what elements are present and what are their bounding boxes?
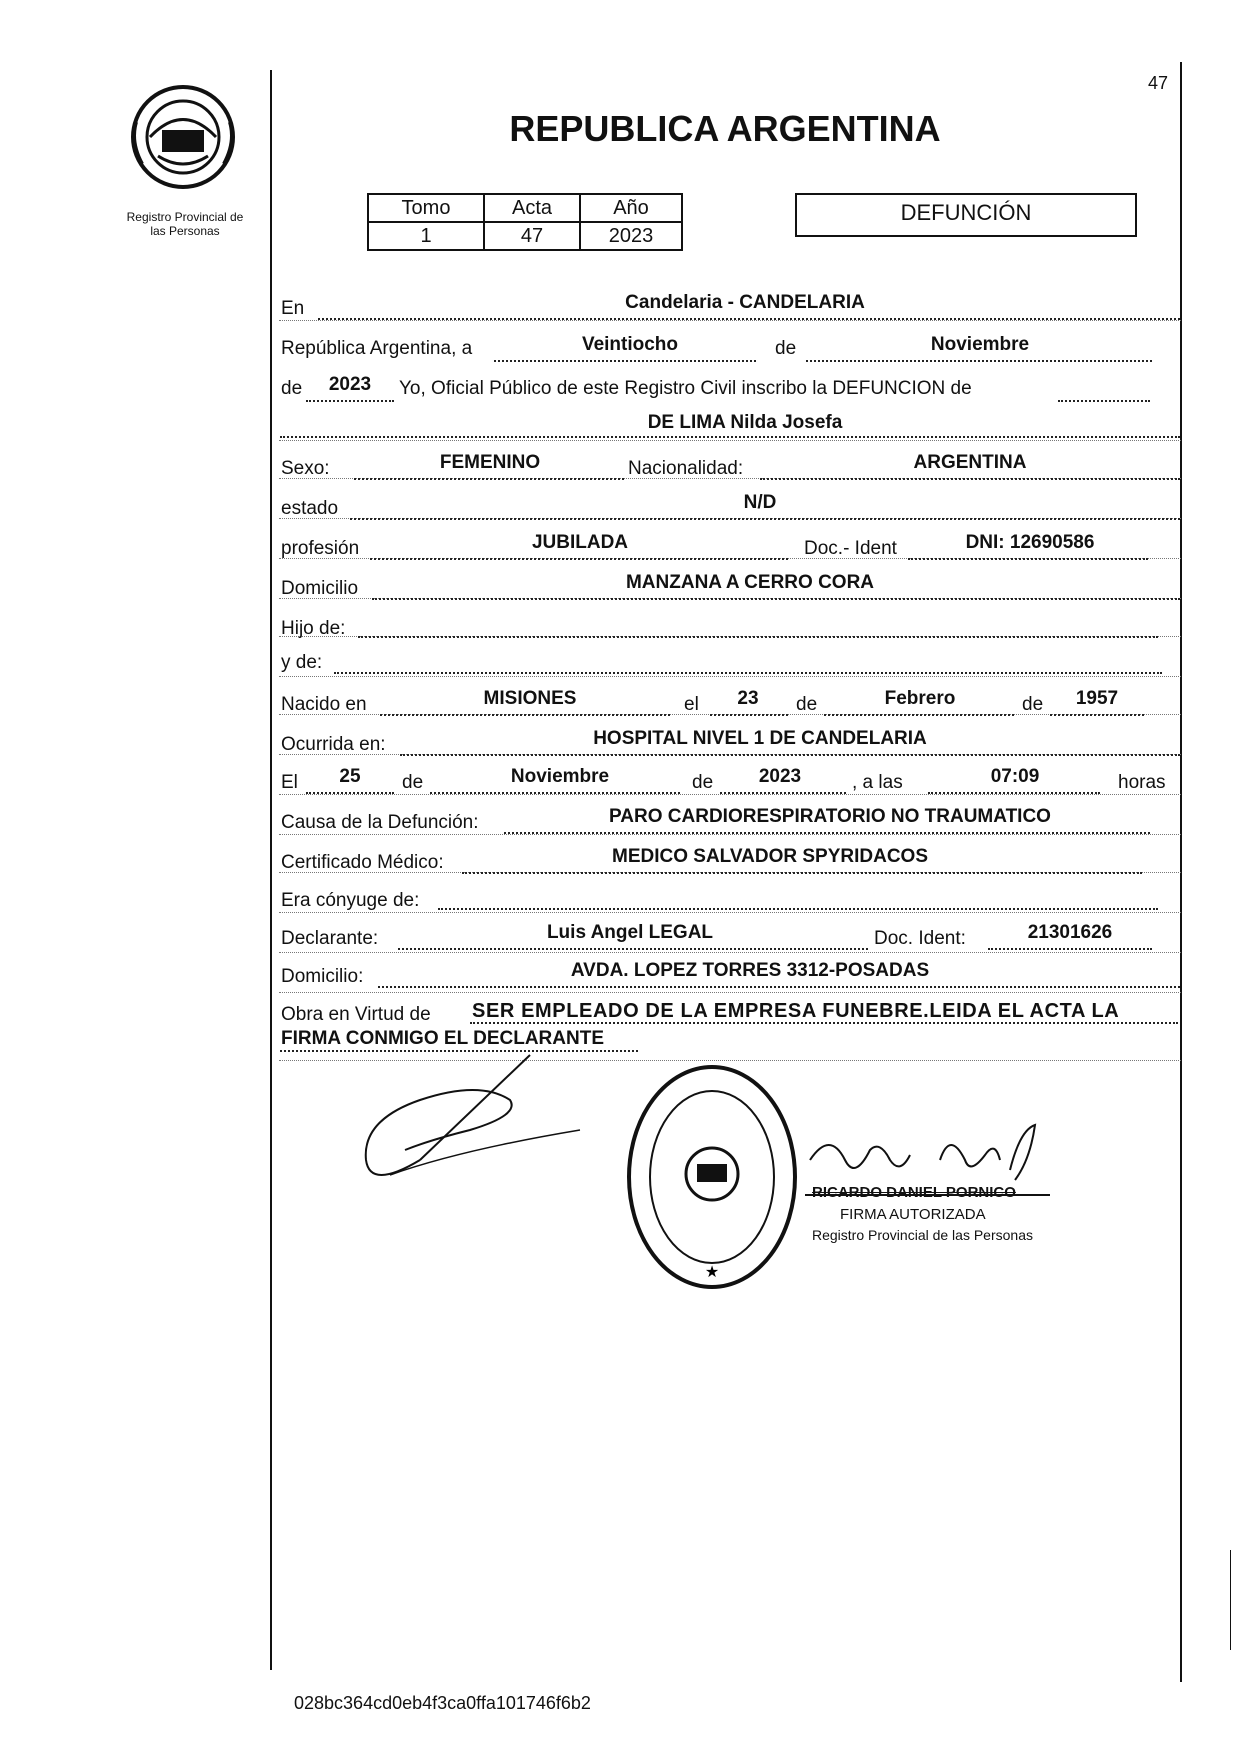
death-day-dotted-line bbox=[306, 792, 394, 794]
death-month: Noviembre bbox=[510, 766, 610, 787]
profesion-value: JUBILADA bbox=[531, 532, 629, 553]
name-dotted-line bbox=[280, 436, 1180, 438]
registry-caption-line2: las Personas bbox=[150, 224, 220, 238]
domicilio-dotted-line bbox=[372, 598, 1180, 600]
declarante-doc-label: Doc. Ident: bbox=[874, 928, 966, 949]
birth-day: 23 bbox=[737, 688, 759, 709]
official-stamp bbox=[625, 1062, 800, 1292]
declarante-value: Luis Angel LEGAL bbox=[546, 922, 714, 943]
official-role: FIRMA AUTORIZADA bbox=[840, 1206, 986, 1223]
el-label-2: El bbox=[281, 772, 298, 793]
official-registry: Registro Provincial de las Personas bbox=[812, 1227, 1033, 1243]
row-separator bbox=[279, 440, 1181, 441]
day-words-value: Veintiocho bbox=[581, 334, 679, 355]
el-label: el bbox=[684, 694, 699, 715]
domicilio2-value: AVDA. LOPEZ TORRES 3312-POSADAS bbox=[570, 960, 930, 981]
yo-dotted-line bbox=[1058, 400, 1150, 402]
act-type-box: DEFUNCIÓN bbox=[795, 193, 1137, 237]
anio-value: 2023 bbox=[580, 222, 682, 250]
death-month-dotted-line bbox=[430, 792, 680, 794]
month-dotted-line bbox=[806, 360, 1152, 362]
causa-dotted-line bbox=[504, 832, 1150, 834]
death-time-dotted-line bbox=[928, 792, 1100, 794]
declarant-signature bbox=[360, 1050, 600, 1210]
nacido-label: Nacido en bbox=[281, 694, 367, 715]
year-value: 2023 bbox=[328, 374, 372, 395]
yde-dotted-line bbox=[334, 672, 1162, 674]
declarante-doc-dotted-line bbox=[988, 948, 1152, 950]
nacido-value: MISIONES bbox=[483, 688, 577, 709]
nacido-dotted-line bbox=[380, 714, 670, 716]
birth-month-dotted-line bbox=[824, 714, 1014, 716]
obra-dotted-line bbox=[470, 1022, 1178, 1024]
yde-label: y de: bbox=[281, 652, 323, 673]
de-label-5: de bbox=[692, 772, 714, 793]
hijo-label: Hijo de: bbox=[281, 618, 346, 639]
horas-label: horas bbox=[1118, 772, 1166, 793]
domicilio-label: Domicilio bbox=[281, 578, 359, 599]
birth-day-dotted-line bbox=[710, 714, 788, 716]
obra-line1: SER EMPLEADO DE LA EMPRESA FUNEBRE.LEIDA EL ACTA LA bbox=[472, 1000, 1120, 1022]
yo-text: Yo, Oficial Público de este Registro Civil inscribo la DEFUNCION de bbox=[399, 378, 972, 399]
nacionalidad-dotted-line bbox=[760, 478, 1180, 480]
ocurrida-label: Ocurrida en: bbox=[281, 734, 386, 755]
reference-table bbox=[367, 193, 683, 251]
causa-value: PARO CARDIORESPIRATORIO NO TRAUMATICO bbox=[609, 806, 1051, 827]
obra-line2: FIRMA CONMIGO EL DECLARANTE bbox=[281, 1028, 604, 1049]
row-separator bbox=[279, 676, 1181, 677]
certificado-label: Certificado Médico: bbox=[281, 852, 444, 873]
nacionalidad-value: ARGENTINA bbox=[913, 452, 1027, 473]
death-day: 25 bbox=[339, 766, 361, 787]
birth-month: Febrero bbox=[884, 688, 956, 709]
domicilio2-label: Domicilio: bbox=[281, 966, 364, 987]
birth-year-dotted-line bbox=[1050, 714, 1144, 716]
nacionalidad-label: Nacionalidad: bbox=[628, 458, 744, 479]
row-separator bbox=[279, 320, 1181, 321]
svg-text:★: ★ bbox=[704, 1262, 720, 1281]
doc-dotted-line bbox=[908, 558, 1148, 560]
registry-caption bbox=[100, 210, 270, 238]
de-label: de bbox=[775, 338, 797, 359]
row-separator bbox=[279, 794, 1181, 795]
death-year-dotted-line bbox=[720, 792, 846, 794]
ocurrida-value: HOSPITAL NIVEL 1 DE CANDELARIA bbox=[593, 728, 927, 749]
anio-header: Año bbox=[580, 194, 682, 222]
en-value: Candelaria - CANDELARIA bbox=[625, 292, 865, 313]
acta-value: 47 bbox=[484, 222, 580, 250]
right-edge-mark bbox=[1230, 1550, 1231, 1650]
en-dotted-line bbox=[318, 318, 1180, 320]
obra-label: Obra en Virtud de bbox=[281, 1004, 431, 1025]
profesion-dotted-line bbox=[370, 558, 788, 560]
official-name: RICARDO DANIEL PORNICO bbox=[812, 1184, 1016, 1201]
row-separator bbox=[279, 912, 1181, 913]
republica-label: República Argentina, a bbox=[281, 338, 473, 359]
estado-dotted-line bbox=[350, 518, 1180, 520]
row-separator bbox=[279, 992, 1181, 993]
hijo-dotted-line bbox=[358, 636, 1158, 638]
deceased-name: DE LIMA Nilda Josefa bbox=[647, 412, 843, 433]
day-dotted-line bbox=[494, 360, 756, 362]
estado-label: estado bbox=[281, 498, 339, 519]
birth-year: 1957 bbox=[1075, 688, 1119, 709]
causa-label: Causa de la Defunción: bbox=[281, 812, 479, 833]
death-year: 2023 bbox=[758, 766, 802, 787]
de-label-2: de bbox=[796, 694, 818, 715]
month-value: Noviembre bbox=[930, 334, 1030, 355]
estado-value: N/D bbox=[743, 492, 777, 513]
left-margin-line bbox=[270, 70, 272, 1670]
sexo-label: Sexo: bbox=[281, 458, 330, 479]
certificado-dotted-line bbox=[462, 872, 1142, 874]
row-separator bbox=[279, 834, 1181, 835]
doc-label: Doc.- Ident bbox=[804, 538, 897, 559]
domicilio-value: MANZANA A CERRO CORA bbox=[625, 572, 875, 593]
declarante-dotted-line bbox=[398, 948, 868, 950]
certificado-value: MEDICO SALVADOR SPYRIDACOS bbox=[612, 846, 928, 867]
page-number: 47 bbox=[1148, 73, 1169, 93]
alas-label: , a las bbox=[852, 772, 903, 793]
acta-header: Acta bbox=[484, 194, 580, 222]
ocurrida-dotted-line bbox=[400, 754, 1180, 756]
de-label-4: de bbox=[402, 772, 424, 793]
conyuge-dotted-line bbox=[438, 908, 1158, 910]
de-label-3: de bbox=[1022, 694, 1044, 715]
death-time: 07:09 bbox=[990, 766, 1040, 787]
registry-caption-line1: Registro Provincial de bbox=[126, 210, 244, 224]
year-prefix: de bbox=[281, 378, 303, 399]
domicilio2-dotted-line bbox=[378, 986, 1180, 988]
document-title: REPUBLICA ARGENTINA bbox=[509, 108, 941, 149]
footer-hash: 028bc364cd0eb4f3ca0ffa101746f6b2 bbox=[294, 1693, 591, 1713]
province-coat-of-arms-seal bbox=[128, 82, 238, 192]
declarante-doc-value: 21301626 bbox=[1027, 922, 1113, 943]
declarante-label: Declarante: bbox=[281, 928, 379, 949]
conyuge-label: Era cónyuge de: bbox=[281, 890, 420, 911]
row-separator bbox=[279, 952, 1181, 953]
year-dotted-line bbox=[306, 400, 394, 402]
sexo-value: FEMENINO bbox=[439, 452, 541, 473]
profesion-label: profesión bbox=[281, 538, 360, 559]
sexo-dotted-line bbox=[354, 478, 624, 480]
tomo-header: Tomo bbox=[368, 194, 484, 222]
doc-value: DNI: 12690586 bbox=[965, 532, 1095, 553]
tomo-value: 1 bbox=[368, 222, 484, 250]
en-label: En bbox=[281, 298, 305, 319]
